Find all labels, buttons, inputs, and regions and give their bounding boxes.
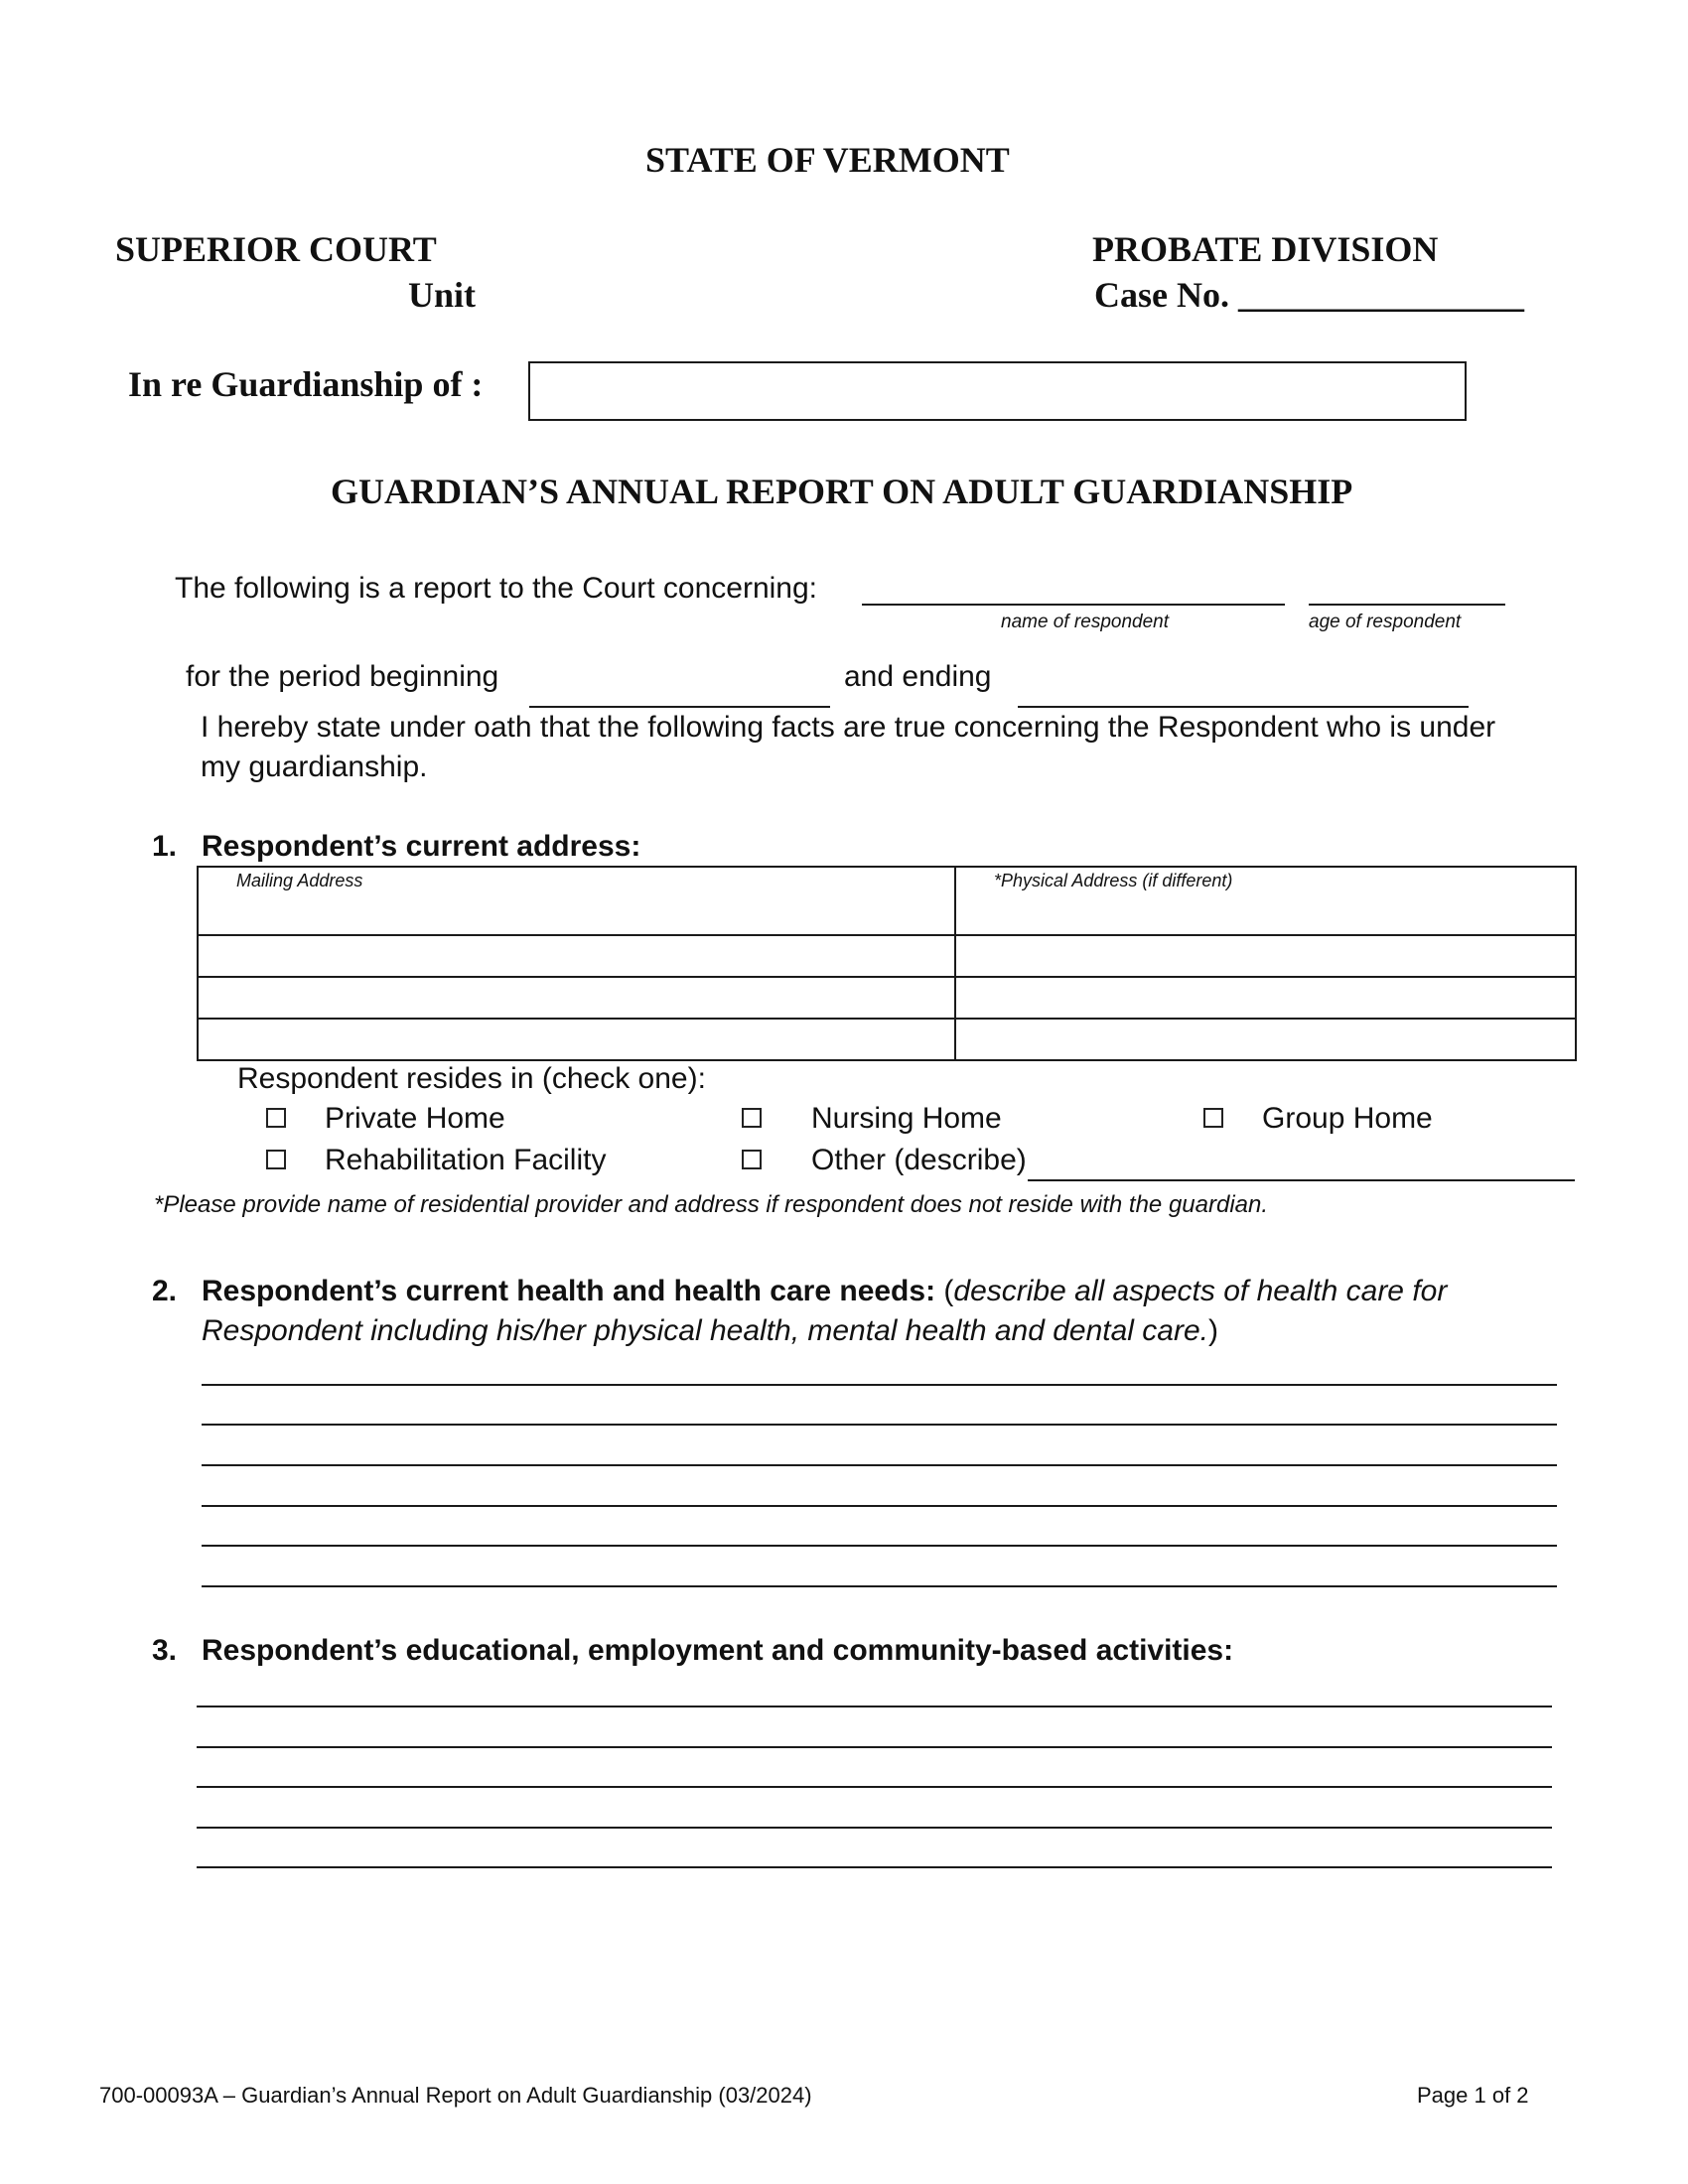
mailing-address-cell[interactable]	[198, 977, 955, 1019]
rehabilitation-facility-label: Rehabilitation Facility	[325, 1144, 607, 1176]
health-answer-line[interactable]	[202, 1384, 1557, 1386]
private-home-checkbox[interactable]	[266, 1108, 286, 1128]
state-heading: STATE OF VERMONT	[645, 140, 1010, 180]
section-2-number: 2.	[152, 1275, 178, 1307]
address-footnote: *Please provide name of residential provider and address if respondent does not reside with the guardian.	[154, 1191, 1269, 1218]
mailing-address-header: Mailing Address	[236, 871, 363, 890]
page-number: Page 1 of 2	[1417, 2083, 1529, 2108]
physical-address-cell[interactable]	[955, 1019, 1576, 1060]
health-answer-line[interactable]	[202, 1424, 1557, 1426]
section-2-desc-open: (	[943, 1275, 954, 1307]
activities-answer-line[interactable]	[197, 1746, 1552, 1748]
activities-answer-line[interactable]	[197, 1706, 1552, 1707]
private-home-label: Private Home	[325, 1102, 505, 1135]
section-2-desc-close: )	[1208, 1314, 1218, 1347]
unit-label: Unit	[408, 275, 477, 315]
section-2-desc-2: Respondent including his/her physical health, mental health and dental care.	[202, 1314, 1208, 1347]
court-name: SUPERIOR COURT	[115, 229, 437, 269]
name-caption: name of respondent	[1001, 612, 1170, 632]
activities-answer-line[interactable]	[197, 1786, 1552, 1788]
case-number: Case No. ________________	[1094, 275, 1524, 315]
activities-answer-line[interactable]	[197, 1827, 1552, 1829]
group-home-label: Group Home	[1262, 1102, 1433, 1135]
physical-address-header: *Physical Address (if different)	[994, 871, 1233, 890]
section-2-title: Respondent’s current health and health care needs:	[202, 1275, 936, 1307]
concerning-label: The following is a report to the Court concerning:	[175, 572, 818, 605]
mailing-address-cell[interactable]	[198, 1019, 955, 1060]
section-3-number: 3.	[152, 1634, 178, 1667]
activities-answer-line[interactable]	[197, 1866, 1552, 1868]
age-caption: age of respondent	[1309, 612, 1462, 632]
mailing-address-cell[interactable]	[198, 935, 955, 977]
guardianship-name-field[interactable]	[528, 361, 1467, 421]
health-answer-line[interactable]	[202, 1545, 1557, 1547]
form-title: GUARDIAN’S ANNUAL REPORT ON ADULT GUARDIANSHIP	[331, 472, 1353, 511]
address-table	[197, 866, 1577, 1061]
physical-address-cell[interactable]	[955, 935, 1576, 977]
nursing-home-checkbox[interactable]	[742, 1108, 762, 1128]
form-id: 700-00093A – Guardian’s Annual Report on Adult Guardianship (03/2024)	[99, 2083, 812, 2108]
other-checkbox[interactable]	[742, 1150, 762, 1169]
rehabilitation-facility-checkbox[interactable]	[266, 1150, 286, 1169]
period-beginning-label: for the period beginning	[186, 660, 499, 693]
other-label: Other (describe)	[811, 1144, 1027, 1176]
health-answer-line[interactable]	[202, 1505, 1557, 1507]
section-1-number: 1.	[152, 830, 178, 863]
respondent-name-field[interactable]	[862, 604, 1285, 606]
physical-address-cell[interactable]	[955, 977, 1576, 1019]
health-answer-line[interactable]	[202, 1464, 1557, 1466]
section-3-title: Respondent’s educational, employment and community-based activities:	[202, 1634, 1234, 1667]
resides-label: Respondent resides in (check one):	[237, 1062, 706, 1095]
period-ending-field[interactable]	[1018, 706, 1469, 708]
section-2-heading	[202, 1275, 1447, 1308]
section-2-desc-1: describe all aspects of health care for	[953, 1275, 1448, 1307]
group-home-checkbox[interactable]	[1203, 1108, 1223, 1128]
physical-address-header-cell[interactable]	[955, 867, 1576, 935]
mailing-address-header-cell[interactable]	[198, 867, 955, 935]
and-ending-label: and ending	[844, 660, 992, 693]
oath-line-1: I hereby state under oath that the following facts are true concerning the Respondent who is under	[201, 711, 1496, 744]
section-2-desc-line	[202, 1314, 1218, 1348]
oath-line-2: my guardianship.	[201, 751, 428, 783]
division-name: PROBATE DIVISION	[1092, 229, 1439, 269]
nursing-home-label: Nursing Home	[811, 1102, 1002, 1135]
section-1-title: Respondent’s current address:	[202, 830, 641, 863]
guardianship-label: In re Guardianship of :	[128, 364, 484, 404]
respondent-age-field[interactable]	[1309, 604, 1505, 606]
period-beginning-field[interactable]	[529, 706, 830, 708]
other-describe-field[interactable]	[1028, 1179, 1575, 1181]
health-answer-line[interactable]	[202, 1585, 1557, 1587]
